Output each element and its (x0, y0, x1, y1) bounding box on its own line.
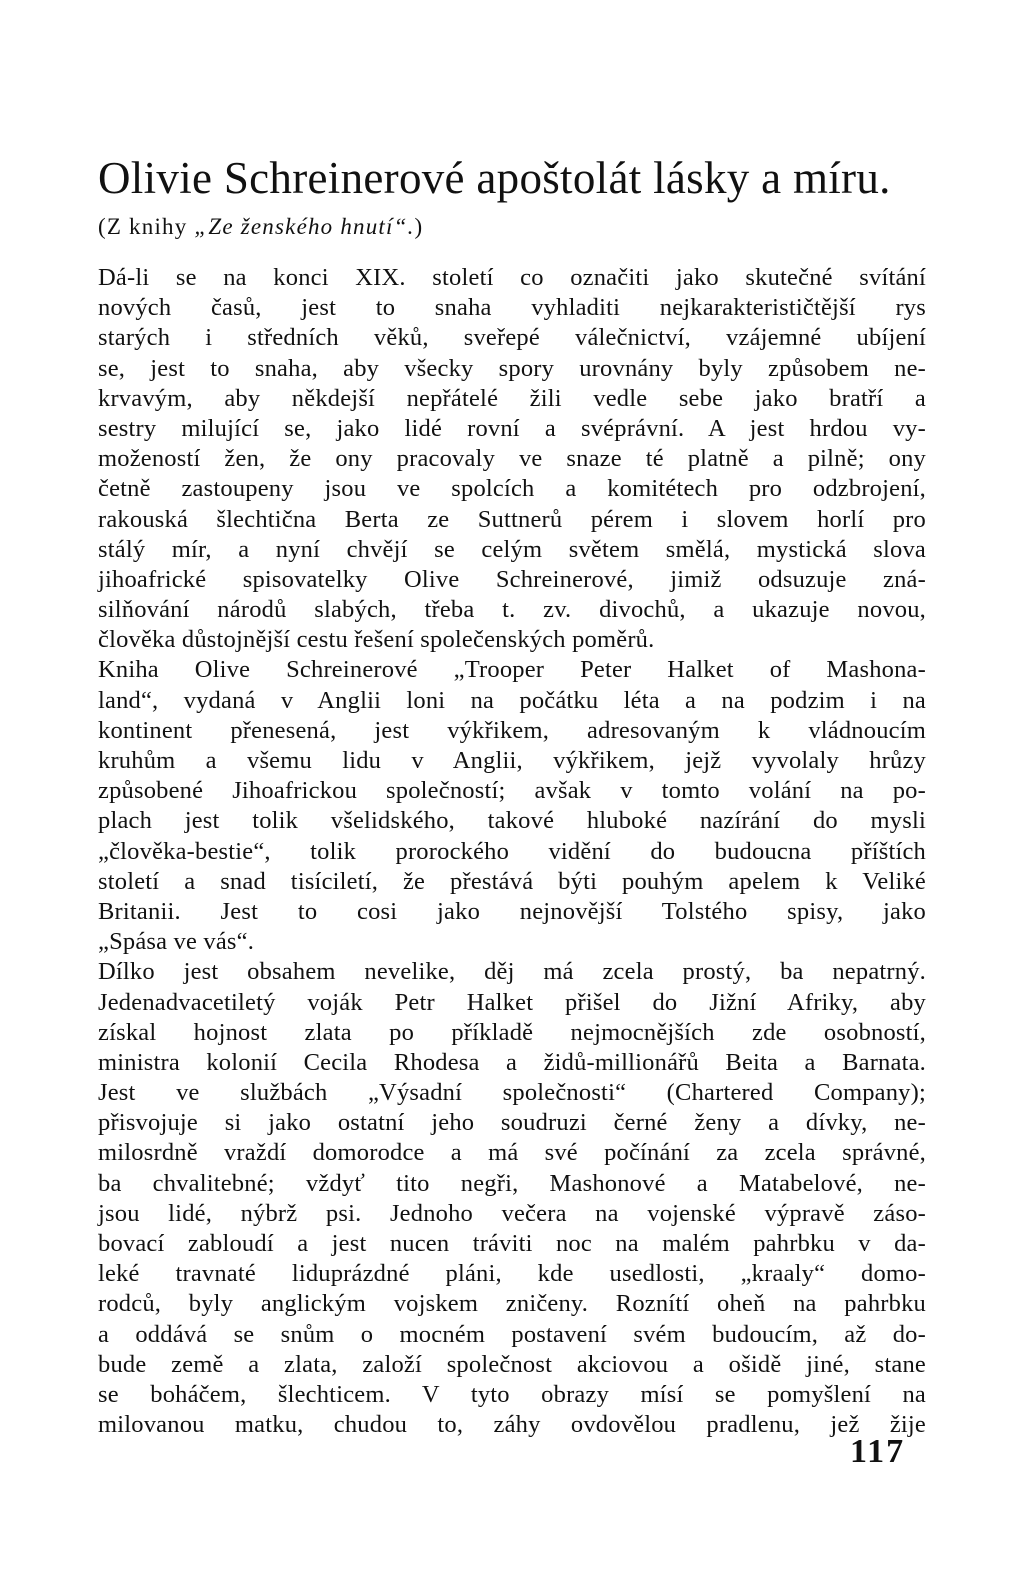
text-line: Britanii. Jest to cosi jako nejnovější Tolstého spisy, jako (98, 897, 926, 925)
text-line: Jest ve službách „Výsadní společnosti“ (Chartered Company); (98, 1079, 926, 1107)
text-line: rakouská šlechtična Berta ze Suttnerů pérem i slovem horlí pro (98, 505, 926, 533)
text-line: plach jest tolik všelidského, takové hluboké nazírání do mysli (98, 807, 926, 835)
text-line: krvavým, aby někdejší nepřátelé žili vedle sebe jako bratří a (98, 384, 926, 412)
text-line: století a snad tisíciletí, že přestává býti pouhým apelem k Veliké (98, 867, 926, 895)
text-line: Jedenadvacetiletý voják Petr Halket přišel do Jižní Afriky, aby (98, 988, 926, 1016)
text-line: bovací zabloudí a jest nucen tráviti noc na malém pahrbku v da- (98, 1230, 926, 1257)
text-line: získal hojnost zlata po příkladě nejmocnějších zde osobností, (98, 1018, 926, 1046)
text-line: starých i středních věků, sveřepé válečnictví, vzájemné ubíjení (98, 324, 926, 352)
text-line: ba chvalitebné; vždyť tito negři, Mashonové a Matabelové, ne- (98, 1169, 926, 1197)
page-title: Olivie Schreinerové apoštolát lásky a míru. (98, 153, 891, 203)
text-line: nových časů, jest to snaha vyhladiti nejkarakterističtější rys (98, 294, 926, 322)
text-line: člověka důstojnější cestu řešení společenských poměrů. (98, 626, 655, 654)
text-line: Dá-li se na konci XIX. století co označiti jako skutečné svítání (98, 264, 926, 291)
text-line: „člověka-bestie“, tolik prorockého vidění do budoucna příštích (98, 837, 926, 865)
text-line: leké travnaté liduprázdné pláni, kde usedlosti, „kraaly“ domo- (98, 1260, 926, 1288)
text-line: jsou lidé, nýbrž psi. Jednoho večera na vojenské výpravě záso- (98, 1199, 926, 1227)
text-line: milosrdně vraždí domorodce a má své počínání za zcela správné, (98, 1139, 926, 1167)
text-line: kontinent přenesená, jest výkřikem, adresovaným k vládnoucím (98, 716, 926, 744)
text-line: možeností žen, že ony pracovaly ve snaze té platně a pilně; ony (98, 445, 926, 473)
text-line: se boháčem, šlechticem. V tyto obrazy mísí se pomyšlení na (98, 1380, 926, 1408)
text-line: rodců, byly anglickým vojskem zničeny. Roznítí oheň na pahrbku (98, 1290, 926, 1318)
text-line: silňování národů slabých, třeba t. zv. divochů, a ukazuje novou, (98, 596, 926, 624)
text-line: se, jest to snaha, aby všecky spory urovnány byly způsobem ne- (98, 354, 926, 382)
text-line: jihoafrické spisovatelky Olive Schreinerové, jimiž odsuzuje zná- (98, 565, 926, 593)
text-line: Dílko jest obsahem nevelike, děj má zcela prostý, ba nepatrný. (98, 958, 926, 986)
text-line: ministra kolonií Cecila Rhodesa a židů-millionářů Beita a Barnata. (98, 1048, 926, 1076)
text-line: kruhům a všemu lidu v Anglii, výkřikem, jejž vyvolaly hrůzy (98, 747, 926, 774)
text-line: milovanou matku, chudou to, záhy ovdovělou pradlenu, jež žije (98, 1411, 926, 1439)
text-line: land“, vydaná v Anglii loni na počátku léta a na podzim i na (98, 686, 926, 714)
source-book-title: „Ze ženského hnutí“. (194, 214, 415, 239)
text-line: bude země a zlata, založí společnost akciovou a ošidě jiné, stane (98, 1350, 926, 1378)
body-text (98, 263, 926, 1440)
text-line: „Spása ve vás“. (98, 928, 255, 956)
text-line: sestry milující se, jako lidé rovní a svéprávní. A jest hrdou vy- (98, 414, 926, 442)
text-line: stálý mír, a nyní chvějí se celým světem smělá, mystická slova (98, 535, 926, 563)
text-line: přisvojuje si jako ostatní jeho soudruzi černé ženy a dívky, ne- (98, 1109, 926, 1137)
text-line: způsobené Jihoafrickou společností; avšak v tomto volání na po- (98, 777, 926, 805)
page-number: 117 (850, 1433, 906, 1470)
source-prefix: (Z knihy (98, 214, 195, 239)
source-suffix: ) (414, 214, 424, 239)
source-note (98, 212, 423, 242)
text-line: a oddává se snům o mocném postavení svém budoucím, až do- (98, 1320, 926, 1348)
text-line: četně zastoupeny jsou ve spolcích a komitétech pro odzbrojení, (98, 475, 926, 503)
text-line: Kniha Olive Schreinerové „Trooper Peter Halket of Mashona- (98, 656, 926, 684)
